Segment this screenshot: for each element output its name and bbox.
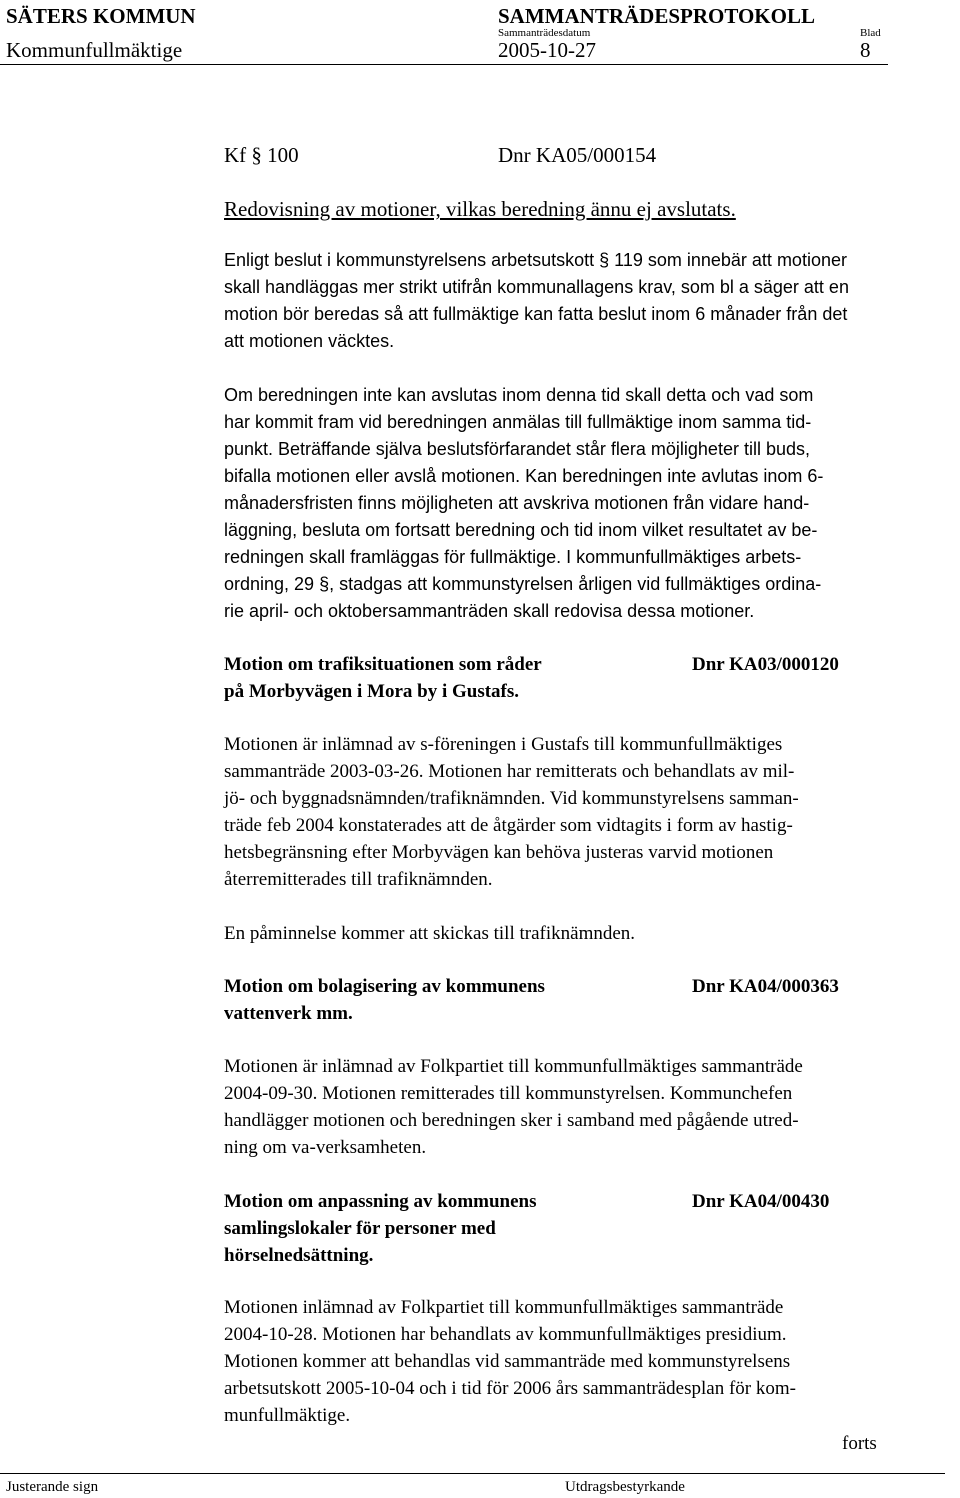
motion-body bbox=[224, 731, 948, 893]
text-line: punkt. Beträffande själva beslutsförfarandet står flera möjligheter till buds, bbox=[224, 439, 810, 459]
title-line: hörselnedsättning. bbox=[224, 1245, 374, 1266]
text-line: redningen skall framläggas för fullmäktige. I kommunfullmäktiges arbets- bbox=[224, 547, 802, 567]
footer-rule bbox=[0, 1473, 945, 1474]
text-line: återremitterades till trafiknämnden. bbox=[224, 869, 493, 890]
text-line: rie april- och oktobersammanträden skall redovisa dessa motioner. bbox=[224, 601, 755, 621]
text-line: jö- och byggnadsnämnden/trafiknämnden. Vid kommunstyrelsens samman- bbox=[224, 788, 799, 809]
motion-note bbox=[224, 920, 948, 947]
page-label: Blad bbox=[860, 27, 881, 39]
title-line: Motion om trafiksituationen som råder bbox=[224, 654, 542, 675]
text-line: hetsbegränsning efter Morbyvägen kan behöva justeras varvid motionen bbox=[224, 842, 774, 863]
motion-body bbox=[224, 1053, 948, 1161]
case-title: Redovisning av motioner, vilkas beredning ännu ej avslutats. bbox=[224, 197, 736, 221]
text-line: läggning, besluta om fortsatt beredning och tid inom vilket resultatet av be- bbox=[224, 520, 818, 540]
meeting-date-label: Sammanträdesdatum bbox=[498, 27, 591, 39]
text-line: sammanträde 2003-03-26. Motionen har remitterats och behandlats av mil- bbox=[224, 761, 795, 782]
case-dnr: Dnr KA05/000154 bbox=[498, 143, 657, 167]
header-rule bbox=[0, 64, 888, 65]
continued-marker: forts bbox=[842, 1433, 877, 1454]
title-line: Motion om bolagisering av kommunens bbox=[224, 976, 545, 997]
motion-dnr: Dnr KA04/00430 bbox=[692, 1191, 830, 1212]
motion-body bbox=[224, 1294, 948, 1429]
document-type: SAMMANTRÄDESPROTOKOLL bbox=[498, 4, 815, 28]
text-line: handlägger motionen och beredningen sker i samband med pågående utred- bbox=[224, 1110, 799, 1131]
page-number: 8 bbox=[860, 38, 871, 62]
text-line: Om beredningen inte kan avslutas inom denna tid skall detta och vad som bbox=[224, 385, 814, 405]
motion-dnr: Dnr KA03/000120 bbox=[692, 654, 839, 675]
motion-title bbox=[224, 1188, 537, 1269]
text-line: 2004-09-30. Motionen remitterades till kommunstyrelsen. Kommunchefen bbox=[224, 1083, 793, 1104]
text-line: att motionen väcktes. bbox=[224, 331, 395, 351]
motion-dnr: Dnr KA04/000363 bbox=[692, 976, 839, 997]
municipality-name: SÄTERS KOMMUN bbox=[6, 4, 196, 28]
paragraph-number: Kf § 100 bbox=[224, 143, 299, 167]
text-line: Motionen är inlämnad av Folkpartiet till kommunfullmäktiges sammanträde bbox=[224, 1056, 803, 1077]
footer-certification-label: Utdragsbestyrkande bbox=[565, 1479, 685, 1495]
title-line: Motion om anpassning av kommunens bbox=[224, 1191, 537, 1212]
motion-title bbox=[224, 651, 542, 705]
text-line: 2004-10-28. Motionen har behandlats av kommunfullmäktiges presidium. bbox=[224, 1324, 787, 1345]
text-line: träde feb 2004 konstaterades att de åtgärder som vidtagits i form av hastig- bbox=[224, 815, 793, 836]
motion-title bbox=[224, 973, 545, 1027]
text-line: Motionen kommer att behandlas vid sammanträde med kommunstyrelsens bbox=[224, 1351, 791, 1372]
title-line: på Morbyvägen i Mora by i Gustafs. bbox=[224, 681, 520, 702]
text-line: skall handläggas mer strikt utifrån kommunallagens krav, som bl a säger att en bbox=[224, 277, 849, 297]
text-line: månadersfristen finns möjligheten att avskriva motionen från vidare hand- bbox=[224, 493, 810, 513]
assembly-name: Kommunfullmäktige bbox=[6, 38, 183, 62]
text-line: bifalla motionen eller avslå motionen. Kan beredningen inte avlutas inom 6- bbox=[224, 466, 824, 486]
text-line: munfullmäktige. bbox=[224, 1405, 351, 1426]
title-line: samlingslokaler för personer med bbox=[224, 1218, 496, 1239]
text-line: Motionen är inlämnad av s-föreningen i Gustafs till kommunfullmäktiges bbox=[224, 734, 783, 755]
text-line: ordning, 29 §, stadgas att kommunstyrelsen årligen vid fullmäktiges ordina- bbox=[224, 574, 822, 594]
title-line: vattenverk mm. bbox=[224, 1003, 353, 1024]
rules-paragraph bbox=[224, 382, 948, 625]
text-line: En påminnelse kommer att skickas till trafiknämnden. bbox=[224, 923, 636, 944]
meeting-date: 2005-10-27 bbox=[498, 38, 596, 62]
text-line: har kommit fram vid beredningen anmälas till fullmäktige inom samma tid- bbox=[224, 412, 812, 432]
intro-paragraph bbox=[224, 247, 948, 355]
text-line: Enligt beslut i kommunstyrelsens arbetsutskott § 119 som innebär att motioner bbox=[224, 250, 847, 270]
text-line: ning om va-verksamheten. bbox=[224, 1137, 427, 1158]
text-line: Motionen inlämnad av Folkpartiet till kommunfullmäktiges sammanträde bbox=[224, 1297, 784, 1318]
text-line: motion bör beredas så att fullmäktige kan fatta beslut inom 6 månader från det bbox=[224, 304, 848, 324]
text-line: arbetsutskott 2005-10-04 och i tid för 2006 års sammanträdesplan för kom- bbox=[224, 1378, 796, 1399]
footer-signature-label: Justerande sign bbox=[6, 1479, 99, 1495]
